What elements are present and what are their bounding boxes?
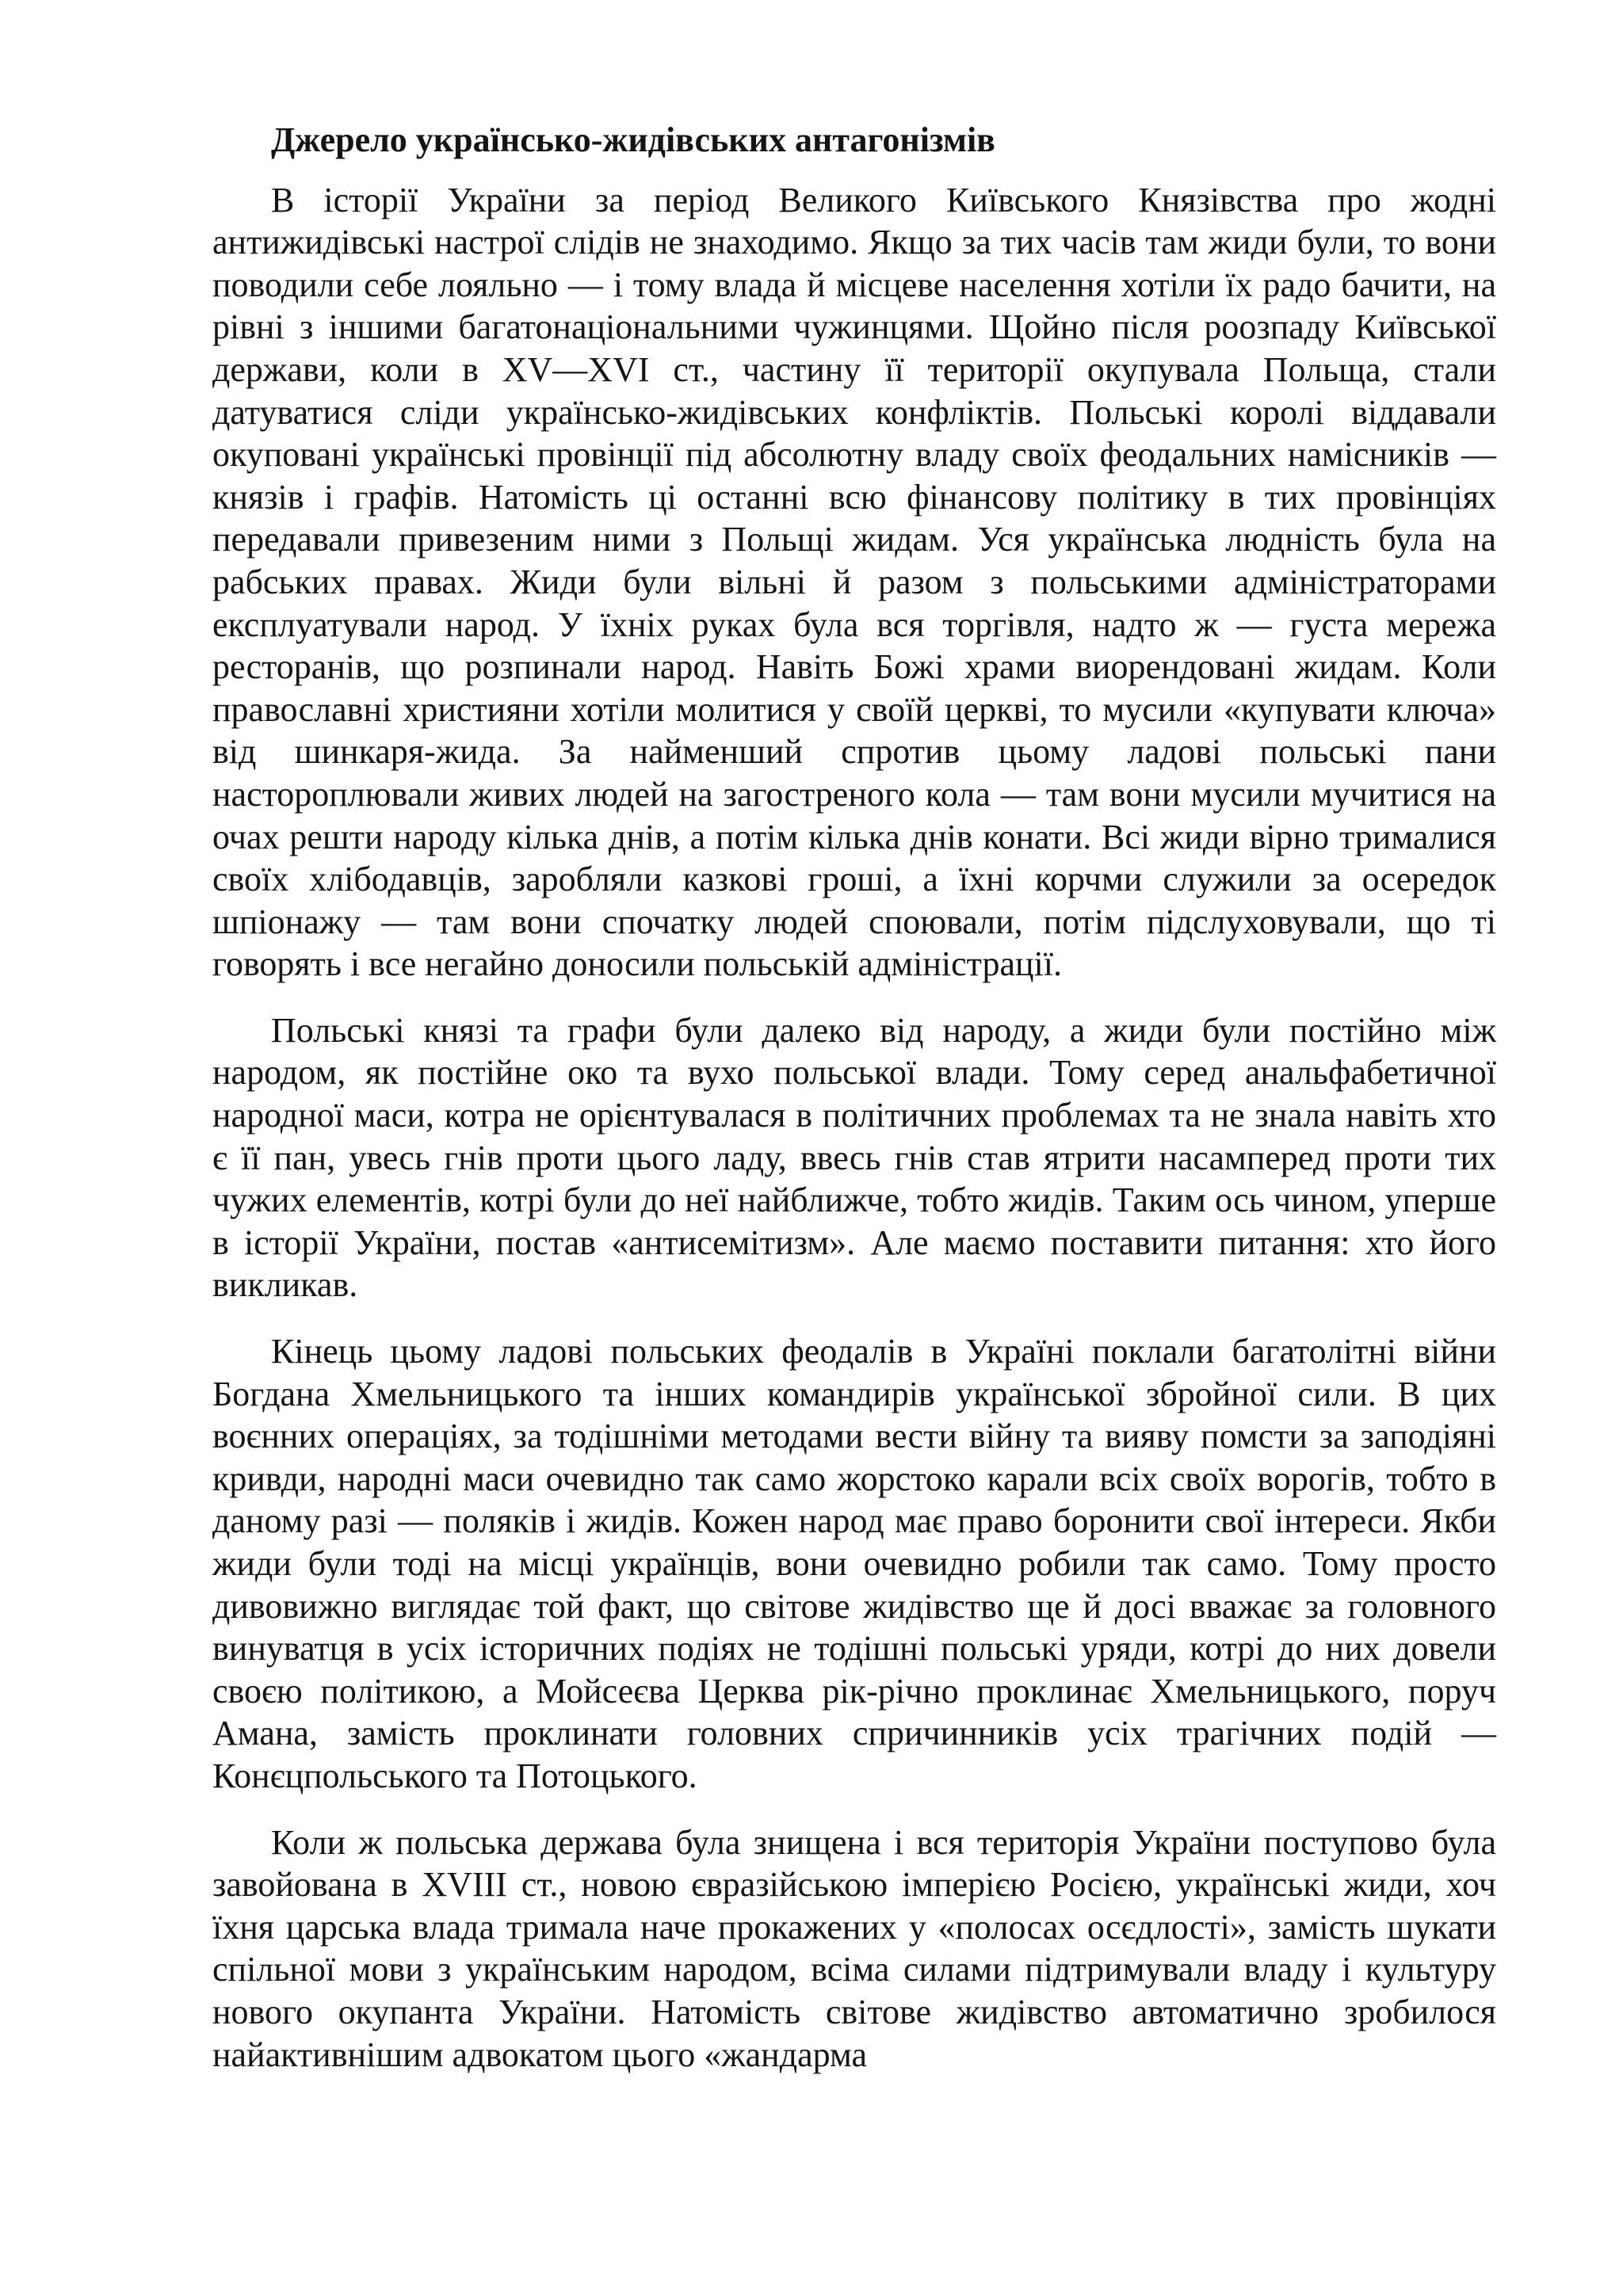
document-title: Джерело українсько-жидівських антагонізмів <box>271 120 995 159</box>
document-body <box>212 119 1496 2076</box>
paragraph-3: Кінець цьому ладові польських феодалів в Україні поклали багатолітні війни Богдана Хмельницького та інших командирів української збройної сили. В цих воєнних операціях, за тодішніми методами вести війну та вияву помсти за заподіяні кривди, народні маси очевидно так само жорстоко карали всіх своїх ворогів, тобто в даному разі — поляків і жидів. Кожен народ має право боронити свої інтереси. Якби жиди були тоді на місці українців, вони очевидно робили так само. Тому просто дивовижно виглядає той факт, що світове жидівство ще й досі вважає за головного винуватця в усіх історичних подіях не тодішні польські уряди, котрі до них довели своєю політикою, а Мойсеєва Церква рік-річно проклинає Хмельницького, поруч Амана, замість проклинати головних спричинників усіх трагічних подій — Конєцпольського та Потоцького. <box>212 1332 1496 1795</box>
paragraph-1: В історії України за період Великого Київського Князівства про жодні антижидівські настрої слідів не знаходимо. Якщо за тих часів там жиди були, то вони поводили себе лояльно — і тому влада й місцеве населення хотіли їх радо бачити, на рівні з іншими багатонаціональними чужинцями. Щойно після роозпаду Київської держави, коли в XV—XVI ст., частину її території окупувала Польща, стали датуватися сліди українсько-жидівських конфліктів. Польські королі віддавали окуповані українські провінції під абсолютну владу своїх феодальних намісників — князів і графів. Натомість ці останні всю фінансову політику в тих провінціях передавали привезеним ними з Польщі жидам. Уся українська людність була на рабських правах. Жиди були вільні й разом з польськими адміністраторами експлуатували народ. У їхніх руках була вся торгівля, надто ж — густа мережа ресторанів, що розпинали народ. Навіть Божі храми виорендовані жидам. Коли православні християни хотіли молитися у своїй церкві, то мусили «купувати ключа» від шинкаря-жида. За найменший спротив цьому ладові польські пани настороплювали живих людей на загостреного кола — там вони мусили мучитися на очах решти народу кілька днів, а потім кілька днів конати. Всі жиди вірно трималися своїх хлібодавців, заробляли казкові гроші, а їхні корчми служили за осередок шпіонажу — там вони спочатку людей споювали, потім підслуховували, що ті говорять і все негайно доносили польській адміністрації. <box>212 180 1496 984</box>
paragraph-2: Польські князі та графи були далеко від народу, а жиди були постійно між народом, як постійне око та вухо польської влади. Тому серед анальфабетичної народної маси, котра не орієнтувалася в політичних проблемах та не знала навіть хто є її пан, увесь гнів проти цього ладу, ввесь гнів став ятрити насамперед проти тих чужих елементів, котрі були до неї найближче, тобто жидів. Таким ось чином, уперше в історії України, постав «антисемітизм». Але маємо поставити питання: хто його викликав. <box>212 1010 1496 1305</box>
paragraph-4: Коли ж польська держава була знищена і вся територія України поступово була завойована в XVIII ст., новою євразійською імперією Росією, українські жиди, хоч їхня царська влада тримала наче прокажених у «полосах осєдлості», замість шукати спільної мови з українським народом, всіма силами підтримували владу і культуру нового окупанта України. Натомість світове жидівство автоматично зробилося найактивнішим адвокатом цього «жандарма <box>212 1822 1496 2074</box>
